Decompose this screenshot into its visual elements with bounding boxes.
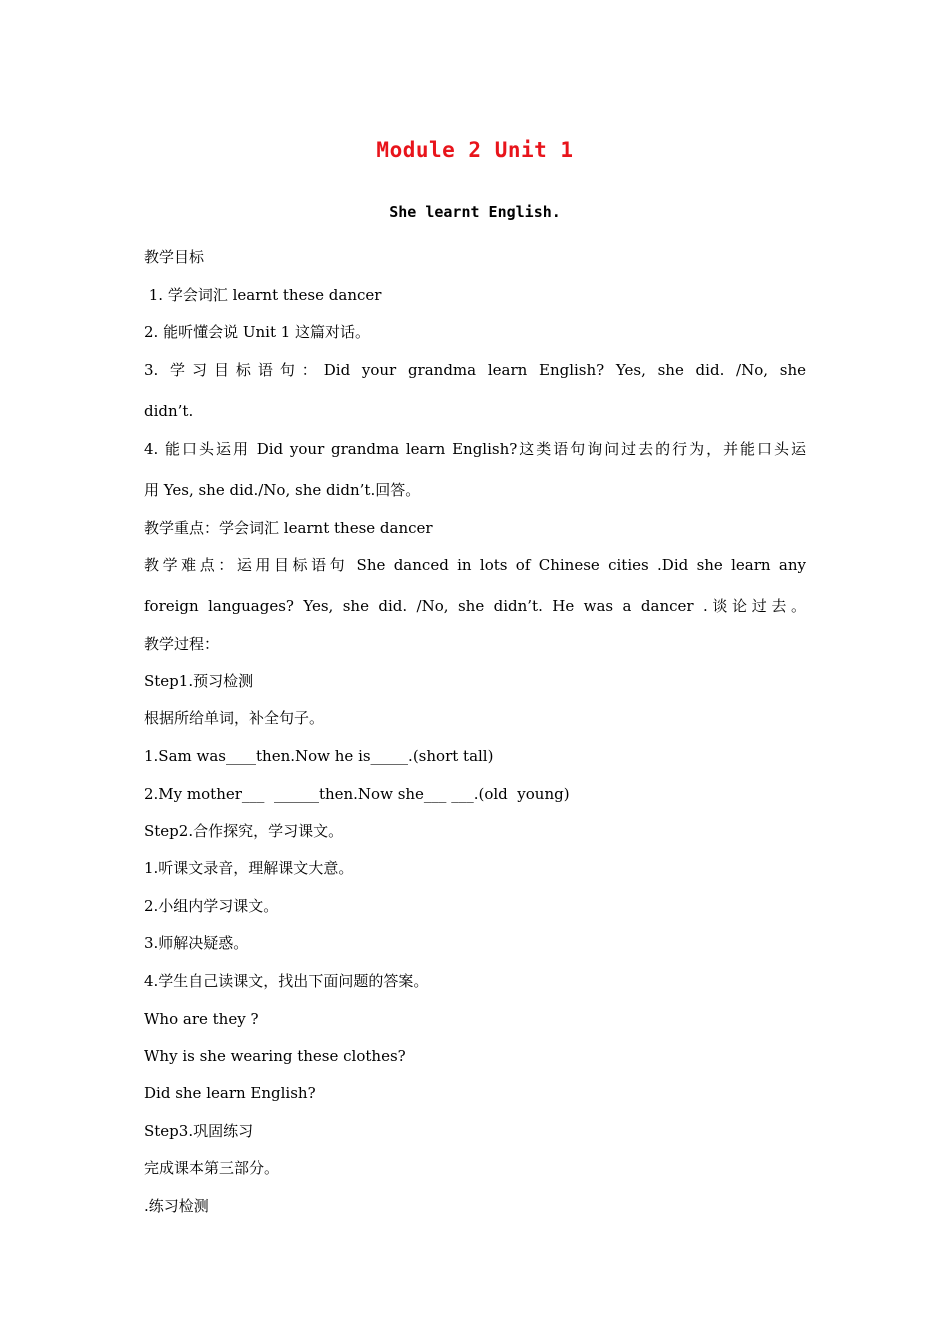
text-line: 1.听课文录音，理解课文大意。	[144, 859, 354, 877]
text-line: 教学重点：学会词汇 learnt these dancer	[144, 519, 433, 537]
text-line: foreign languages? Yes, she did. /No, she didn’t. He was a dancer .谈论过去。	[144, 597, 806, 615]
text-line: 教学过程：	[144, 635, 220, 653]
text-line: 3. 学习目标语句：Did your grandma learn English? Yes, she did. /No, she	[144, 361, 806, 379]
text-line: Step1.预习检测	[144, 672, 254, 690]
text-line: 2. 能听懂会说 Unit 1 这篇对话。	[144, 323, 371, 341]
text-line: 用 Yes, she did./No, she didn’t.回答。	[144, 481, 421, 499]
text-line: .练习检测	[144, 1197, 209, 1215]
text-line: 2.小组内学习课文。	[144, 897, 279, 915]
text-line: 4. 能口头运用 Did your grandma learn English?这类语句询问过去的行为，并能口头运	[144, 440, 806, 458]
page-subtitle: She learnt English.	[389, 203, 561, 221]
text-line: Why is she wearing these clothes?	[144, 1047, 406, 1065]
text-line: 教学难点：运用目标语句 She danced in lots of Chinese cities .Did she learn any	[144, 556, 806, 574]
text-line: Who are they ?	[144, 1010, 259, 1028]
text-line: 1. 学会词汇 learnt these dancer	[144, 286, 382, 304]
text-line: 完成课本第三部分。	[144, 1159, 280, 1177]
text-line: 1.Sam was____then.Now he is_____.(short tall)	[144, 747, 494, 765]
text-line: 2.My mother___ ______then.Now she___ ___.(old young)	[144, 785, 570, 803]
text-line: 4.学生自己读课文，找出下面问题的答案。	[144, 972, 429, 990]
page-title: Module 2 Unit 1	[376, 138, 574, 162]
text-line: didn’t.	[144, 402, 194, 420]
text-line: 3.师解决疑惑。	[144, 934, 249, 952]
text-line: Step2.合作探究，学习课文。	[144, 822, 344, 840]
text-line: Step3.巩固练习	[144, 1122, 254, 1140]
text-line: 根据所给单词，补全句子。	[144, 709, 325, 727]
text-line: Did she learn English?	[144, 1084, 316, 1102]
text-line: 教学目标	[144, 248, 205, 266]
